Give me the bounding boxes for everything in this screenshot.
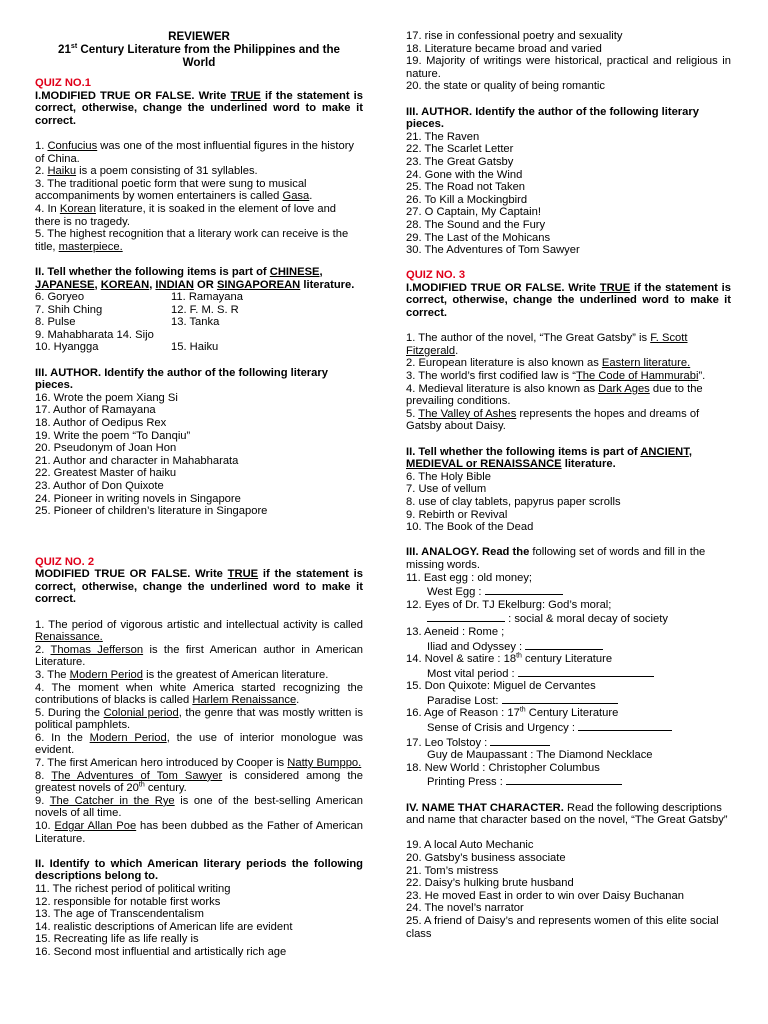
list-item: 20. Pseudonym of Joan Hon xyxy=(35,442,177,455)
list-item: Iliad and Odyssey : xyxy=(406,639,731,654)
right-column xyxy=(406,30,731,940)
list-item: 23. He moved East in order to win over Daisy Buchanan xyxy=(406,889,684,902)
list-item: Printing Press : xyxy=(406,774,731,789)
list-item: 30. The Adventures of Tom Sawyer xyxy=(406,244,580,257)
list-item: 1. The author of the novel, “The Great Gatsby” is F. Scott Fitzgerald. xyxy=(406,332,688,357)
list-item: 18. Author of Oedipus Rex xyxy=(35,417,167,430)
list-item: 23. Author of Don Quixote xyxy=(35,480,164,492)
list-item: 24. Pioneer in writing novels in Singapore xyxy=(35,492,241,505)
list-item: 11. The richest period of political writing xyxy=(35,883,231,895)
quiz2-part2-heading: II. Identify to which American literary periods the following descriptions belong to. xyxy=(35,857,363,883)
list-item: 20. Gatsby’s business associate xyxy=(406,852,566,864)
list-item: 23. The Great Gatsby xyxy=(406,155,514,168)
quiz1-label: QUIZ NO.1 xyxy=(35,77,91,89)
list-item: Most vital period : xyxy=(406,666,731,681)
quiz2-part1-list xyxy=(35,619,363,846)
quiz1-part2-grid xyxy=(35,291,363,354)
list-item: 17. rise in confessional poetry and sexuality xyxy=(406,30,623,42)
list-item: 27. O Captain, My Captain! xyxy=(406,206,541,219)
list-item: 22. Greatest Master of haiku xyxy=(35,467,177,480)
list-item: 21. The Raven xyxy=(406,130,480,143)
list-item: 14. realistic descriptions of American life are evident xyxy=(35,920,293,933)
list-item: Paradise Lost: xyxy=(406,693,731,708)
list-item: 14. Novel & satire : 18th century Literature xyxy=(406,652,613,666)
left-column xyxy=(35,30,363,959)
quiz3-part2-list xyxy=(406,471,731,534)
list-item: 25. Pioneer of children’s literature in Singapore xyxy=(35,505,268,518)
list-item: 5. During the Colonial period, the genre that was mostly written is political pamphlets. xyxy=(35,706,363,732)
doc-title: REVIEWER xyxy=(168,30,230,43)
quiz3-part4-heading: IV. NAME THAT CHARACTER. Read the following descriptions and name that character based on the novel, “The Great Gatsby” xyxy=(406,801,728,827)
list-item: 13. Aeneid : Rome ; xyxy=(406,625,505,638)
list-item: 7. Shih Ching xyxy=(35,303,103,316)
list-item: 3. The Modern Period is the greatest of American literature. xyxy=(35,668,329,681)
list-item: 10. Edgar Allan Poe has been dubbed as the Father of American Literature. xyxy=(35,820,363,845)
list-item: 4. The moment when white America started recognizing the contributions of blacks is called Harlem Renaissance. xyxy=(35,681,363,707)
quiz1-part1-list xyxy=(35,140,363,253)
list-item: 19. Write the poem “To Danqiu” xyxy=(35,429,191,442)
list-item: 11. Ramayana xyxy=(171,291,243,304)
list-item: 13. Tanka xyxy=(171,316,220,329)
quiz2-part1-heading: MODIFIED TRUE OR FALSE. Write TRUE if the statement is correct, otherwise, change the underlined word to make it correct. xyxy=(35,568,363,606)
list-item: 5. The Valley of Ashes represents the hopes and dreams of Gatsby about Daisy. xyxy=(406,407,700,433)
list-item: 28. The Sound and the Fury xyxy=(406,218,546,231)
list-item: 13. The age of Transcendentalism xyxy=(35,908,204,921)
list-item: 24. The novel’s narrator xyxy=(406,902,524,915)
list-item: 25. A friend of Daisy’s and represents women of this elite social class xyxy=(406,914,719,940)
quiz1-part1-heading: I.MODIFIED TRUE OR FALSE. Write TRUE if the statement is correct, otherwise, change the underlined word to make it correct. xyxy=(35,89,363,127)
list-item: 15. Haiku xyxy=(171,341,219,354)
list-item: 8. use of clay tablets, papyrus paper scrolls xyxy=(406,495,621,508)
list-item: 12. Eyes of Dr. TJ Ekelburg: God’s moral; xyxy=(406,598,612,611)
list-item: 29. The Last of the Mohicans xyxy=(406,231,551,244)
list-item: 4. In Korean literature, it is soaked in the element of love and there is no tragedy. xyxy=(35,202,337,228)
quiz3-part4-list xyxy=(406,839,731,940)
list-item: 7. Use of vellum xyxy=(406,483,487,496)
list-item: West Egg : xyxy=(406,584,731,599)
list-item: 24. Gone with the Wind xyxy=(406,168,523,181)
list-item: Guy de Maupassant : The Diamond Necklace xyxy=(427,749,653,762)
answer-blank xyxy=(490,735,550,746)
list-item: 21. Tom’s mistress xyxy=(406,864,499,877)
doc-subtitle: 21st Century Literature from the Philippines and the xyxy=(58,43,340,56)
list-item: 7. The first American hero introduced by Cooper is Natty Bumppo. xyxy=(35,757,362,770)
list-item: 19. Majority of writings were historical, practical and religious in nature. xyxy=(406,55,731,80)
list-item: 8. The Adventures of Tom Sawyer is considered among the greatest novels of 20th century. xyxy=(35,769,363,795)
quiz3-part2-heading: II. Tell whether the following items is part of ANCIENT, MEDIEVAL or RENAISSANCE literature. xyxy=(406,445,692,471)
answer-blank xyxy=(427,611,505,622)
list-item: 2. Thomas Jefferson is the first American author in American Literature. xyxy=(35,643,363,669)
list-item: 12. responsible for notable first works xyxy=(35,895,221,908)
list-item: 3. The traditional poetic form that were sung to musical accompaniments by women entertainers is called Gasa. xyxy=(35,177,313,203)
quiz2-part3-list xyxy=(406,131,731,257)
quiz2-part2-list-b xyxy=(406,30,731,93)
list-item: 10. The Book of the Dead xyxy=(406,521,534,534)
quiz3-label: QUIZ NO. 3 xyxy=(406,269,466,282)
list-item: 5. The highest recognition that a literary work can receive is the title, masterpiece. xyxy=(35,228,349,253)
list-item: 15. Don Quixote: Miguel de Cervantes xyxy=(406,680,596,693)
answer-blank xyxy=(525,639,603,650)
list-item: 26. To Kill a Mockingbird xyxy=(406,193,528,206)
list-item: 25. The Road not Taken xyxy=(406,181,526,194)
quiz3-part3-list xyxy=(406,572,731,790)
quiz1-part3-heading: III. AUTHOR. Identify the author of the following literary pieces. xyxy=(35,366,328,392)
list-item: 1. Confucius was one of the most influential figures in the history of China. xyxy=(35,139,355,165)
list-item: 12. F. M. S. R xyxy=(171,303,239,316)
quiz2-part3-heading: III. AUTHOR. Identify the author of the following literary pieces. xyxy=(406,105,699,131)
quiz1-part3-list xyxy=(35,392,363,518)
list-item: 9. Rebirth or Revival xyxy=(406,508,508,521)
list-item: 10. Hyangga xyxy=(35,341,99,354)
doc-subtitle-line2: World xyxy=(182,56,216,69)
list-item: 2. European literature is also known as Eastern literature. xyxy=(406,357,691,370)
list-item: 1. The period of vigorous artistic and intellectual activity is called Renaissance. xyxy=(35,618,363,644)
answer-blank xyxy=(506,774,622,785)
list-item: 8. Pulse xyxy=(35,316,76,329)
list-item: 15. Recreating life as life really is xyxy=(35,933,199,946)
list-item: 17. Author of Ramayana xyxy=(35,404,156,417)
list-item: 9. The Catcher in the Rye is one of the best-selling American novels of all time. xyxy=(35,794,363,820)
answer-blank xyxy=(518,666,654,677)
quiz2-part2-list-a xyxy=(35,883,363,959)
list-item: 6. The Holy Bible xyxy=(406,470,491,483)
list-item: 3. The world’s first codified law is “The Code of Hammurabi”. xyxy=(406,370,706,383)
quiz2-label: QUIZ NO. 2 xyxy=(35,555,95,568)
list-item: Sense of Crisis and Urgency : xyxy=(406,720,731,735)
list-item: 16. Second most influential and artistically rich age xyxy=(35,945,287,958)
list-item: 6. In the Modern Period, the use of interior monologue was evident. xyxy=(35,731,363,757)
quiz3-part1-list xyxy=(406,332,731,433)
list-item: 17. Leo Tolstoy : xyxy=(406,735,731,750)
quiz3-part3-heading: III. ANALOGY. Read the following set of words and fill in the missing words. xyxy=(406,546,706,571)
answer-blank xyxy=(502,693,618,704)
list-item: 9. Mahabharata 14. Sijo xyxy=(35,328,154,341)
list-item: 21. Author and character in Mahabharata xyxy=(35,454,239,467)
quiz3-part1-heading: I.MODIFIED TRUE OR FALSE. Write TRUE if the statement is correct, otherwise, change the underlined word to make it correct. xyxy=(406,281,731,320)
answer-blank xyxy=(578,720,672,731)
list-item: 22. The Scarlet Letter xyxy=(406,143,514,156)
list-item: 6. Goryeo xyxy=(35,291,85,304)
list-item: 11. East egg : old money; xyxy=(406,571,533,584)
list-item: 16. Wrote the poem Xiang Si xyxy=(35,391,178,404)
list-item: 19. A local Auto Mechanic xyxy=(406,839,534,852)
answer-blank xyxy=(485,584,563,595)
list-item: 4. Medieval literature is also known as Dark Ages due to the prevailing conditions. xyxy=(406,382,703,408)
list-item: 2. Haiku is a poem consisting of 31 syllables. xyxy=(35,165,258,178)
list-item: 20. the state or quality of being romantic xyxy=(406,80,606,93)
quiz1-part2-heading: II. Tell whether the following items is part of CHINESE, JAPANESE, KOREAN, INDIAN OR SINGAPOREAN literature. xyxy=(35,265,355,291)
list-item: 22. Daisy’s hulking brute husband xyxy=(406,877,574,890)
list-item: 18. New World : Christopher Columbus xyxy=(406,761,600,774)
list-item: 16. Age of Reason : 17th Century Literature xyxy=(406,706,619,720)
list-item: : social & moral decay of society xyxy=(406,611,731,626)
list-item: 18. Literature became broad and varied xyxy=(406,42,602,55)
